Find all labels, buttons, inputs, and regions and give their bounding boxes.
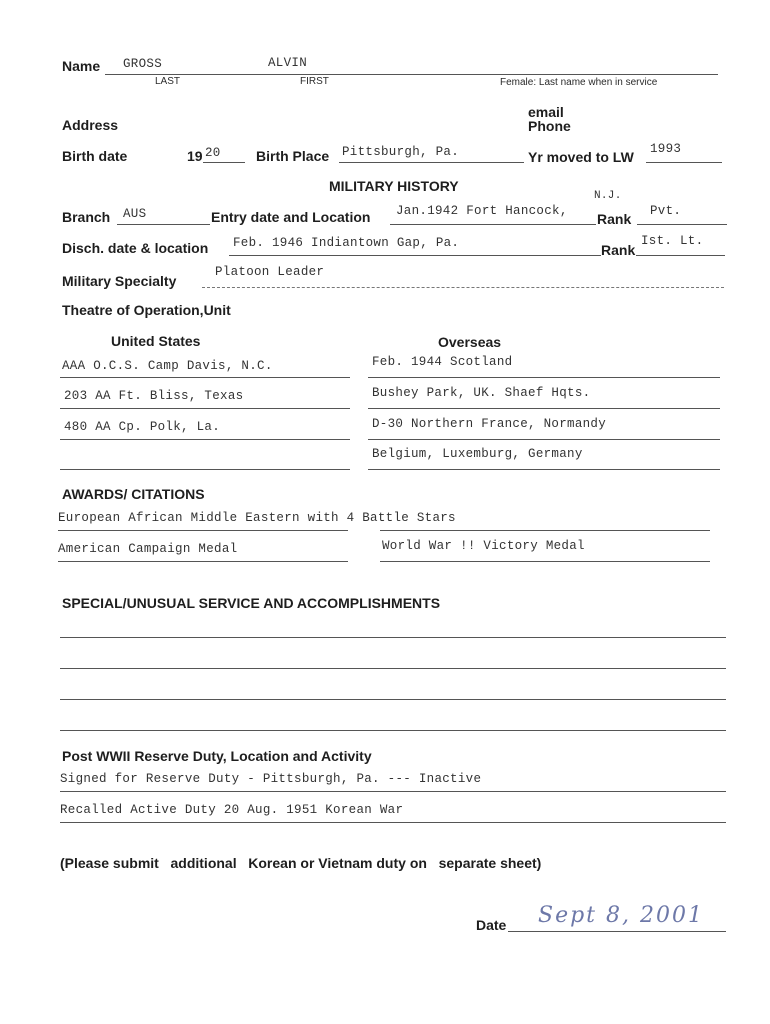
us-line-1: [60, 377, 350, 378]
birth-place-underline: [339, 162, 524, 163]
branch-value[interactable]: AUS: [123, 207, 147, 221]
phone-label: Phone: [528, 118, 571, 134]
award-left-line-2: [58, 561, 348, 562]
special-line-2[interactable]: [60, 668, 726, 669]
award-left-1[interactable]: European African Middle Eastern with 4 Battle Stars: [58, 511, 456, 525]
birth-date-label: Birth date: [62, 148, 128, 164]
special-line-1[interactable]: [60, 637, 726, 638]
footer-note: (Please submit additional Korean or Vietnam duty on separate sheet): [60, 855, 542, 871]
discharge-rank-underline: [636, 255, 725, 256]
date-label: Date: [476, 917, 507, 933]
birth-year-prefix: 19: [187, 148, 203, 164]
award-right-line-2: [380, 561, 710, 562]
date-handwritten-value[interactable]: Sept 8, 2001: [538, 903, 704, 928]
name-underline: [105, 74, 718, 75]
last-name-value[interactable]: GROSS: [123, 57, 163, 71]
reserve-line-2-text[interactable]: Recalled Active Duty 20 Aug. 1951 Korean War: [60, 803, 404, 817]
us-line-4: [60, 469, 350, 470]
entry-rank-underline: [637, 224, 727, 225]
award-right-2[interactable]: World War !! Victory Medal: [382, 539, 585, 553]
moved-label: Yr moved to LW: [528, 149, 634, 165]
military-history-title: MILITARY HISTORY: [329, 178, 459, 194]
birth-place-label: Birth Place: [256, 148, 330, 164]
discharge-underline: [229, 255, 601, 256]
us-title: United States: [111, 333, 201, 349]
moved-underline: [646, 162, 722, 163]
first-caption: FIRST: [300, 76, 329, 87]
award-left-2[interactable]: American Campaign Medal: [58, 542, 238, 556]
female-note: Female: Last name when in service: [500, 77, 658, 88]
email-label: email: [528, 104, 564, 120]
entry-rank-label: Rank: [597, 211, 632, 227]
special-title: SPECIAL/UNUSUAL SERVICE AND ACCOMPLISHMENTS: [62, 595, 441, 611]
name-label: Name: [62, 58, 101, 74]
discharge-value[interactable]: Feb. 1946 Indiantown Gap, Pa.: [233, 236, 460, 250]
award-right-line-1: [380, 530, 710, 531]
us-entry-2[interactable]: 203 AA Ft. Bliss, Texas: [64, 389, 244, 403]
us-entry-1[interactable]: AAA O.C.S. Camp Davis, N.C.: [62, 359, 273, 373]
us-line-3: [60, 439, 350, 440]
overseas-line-1: [368, 377, 720, 378]
specialty-label: Military Specialty: [62, 273, 177, 289]
entry-rank-value[interactable]: Pvt.: [650, 204, 682, 218]
awards-title: AWARDS/ CITATIONS: [62, 486, 205, 502]
specialty-value[interactable]: Platoon Leader: [215, 265, 325, 279]
branch-underline: [117, 224, 210, 225]
branch-label: Branch: [62, 209, 111, 225]
specialty-underline: [202, 287, 724, 288]
moved-value[interactable]: 1993: [650, 142, 682, 156]
date-underline: [508, 931, 726, 932]
reserve-title: Post WWII Reserve Duty, Location and Activity: [62, 748, 372, 764]
discharge-rank-value[interactable]: Ist. Lt.: [641, 234, 704, 248]
award-left-line-1: [58, 530, 348, 531]
entry-label: Entry date and Location: [211, 209, 371, 225]
first-name-value[interactable]: ALVIN: [268, 56, 308, 70]
overseas-entry-1[interactable]: Feb. 1944 Scotland: [372, 355, 513, 369]
entry-state-value[interactable]: N.J.: [594, 190, 622, 202]
us-line-2: [60, 408, 350, 409]
birth-place-value[interactable]: Pittsburgh, Pa.: [342, 145, 460, 159]
reserve-line-2: [60, 822, 726, 823]
overseas-line-4: [368, 469, 720, 470]
discharge-label: Disch. date & location: [62, 240, 209, 256]
birth-year-underline: [203, 162, 245, 163]
overseas-entry-3[interactable]: D-30 Northern France, Normandy: [372, 417, 607, 431]
overseas-title: Overseas: [438, 334, 502, 350]
address-label: Address: [62, 117, 119, 133]
entry-underline: [390, 224, 596, 225]
us-entry-3[interactable]: 480 AA Cp. Polk, La.: [64, 420, 221, 434]
overseas-entry-2[interactable]: Bushey Park, UK. Shaef Hqts.: [372, 386, 591, 400]
entry-value[interactable]: Jan.1942 Fort Hancock,: [396, 204, 568, 218]
overseas-entry-4[interactable]: Belgium, Luxemburg, Germany: [372, 447, 583, 461]
overseas-line-2: [368, 408, 720, 409]
special-line-3[interactable]: [60, 699, 726, 700]
reserve-line-1-text[interactable]: Signed for Reserve Duty - Pittsburgh, Pa. --- Inactive: [60, 772, 482, 786]
birth-year-value[interactable]: 20: [205, 146, 221, 160]
special-line-4[interactable]: [60, 730, 726, 731]
last-caption: LAST: [155, 76, 181, 87]
discharge-rank-label: Rank: [601, 242, 636, 258]
reserve-line-1: [60, 791, 726, 792]
overseas-line-3: [368, 439, 720, 440]
theatre-title: Theatre of Operation,Unit: [62, 302, 231, 318]
